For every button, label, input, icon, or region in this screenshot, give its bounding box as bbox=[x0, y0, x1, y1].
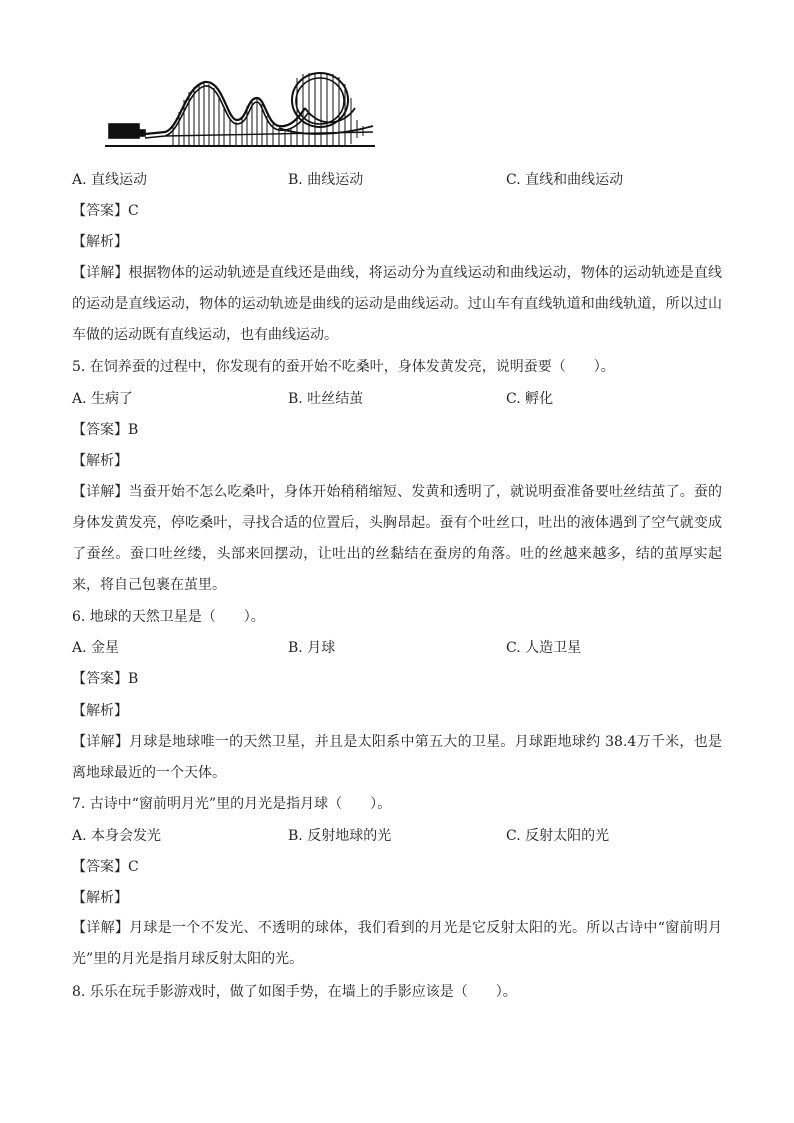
q6-answer: 【答案】B bbox=[72, 671, 139, 687]
q6-option-b: B. 月球 bbox=[288, 640, 336, 656]
q7-option-c: C. 反射太阳的光 bbox=[506, 828, 610, 844]
q4-option-a: A. 直线运动 bbox=[72, 172, 148, 188]
q4-option-c: C. 直线和曲线运动 bbox=[506, 172, 624, 188]
q4-answer: 【答案】C bbox=[72, 203, 139, 219]
q7-option-a: A. 本身会发光 bbox=[72, 828, 162, 844]
roller-coaster-figure bbox=[105, 68, 377, 152]
q7-detail: 【详解】月球是一个不发光、不透明的球体，我们看到的月光是它反射太阳的光。所以古诗中“窗前明月光”里的月光是指月球反射太阳的光。 bbox=[72, 920, 722, 967]
q6-option-c: C. 人造卫星 bbox=[506, 640, 582, 656]
q4-detail: 【详解】根据物体的运动轨迹是直线还是曲线，将运动分为直线运动和曲线运动，物体的运动轨迹是直线的运动是直线运动，物体的运动轨迹是曲线的运动是曲线运动。过山车有直线轨道和曲线轨道，所以过山车做的运动既有直线运动，也有曲线运动。 bbox=[72, 265, 722, 343]
q7-answer: 【答案】C bbox=[72, 859, 139, 875]
q5-analysis: 【解析】 bbox=[72, 453, 128, 469]
q5-question: 5. 在饲养蚕的过程中，你发现有的蚕开始不吃桑叶，身体发黄发亮，说明蚕要（ ）。 bbox=[72, 359, 615, 375]
q5-option-b: B. 吐丝结茧 bbox=[288, 391, 364, 407]
q5-detail: 【详解】当蚕开始不怎么吃桑叶，身体开始稍稍缩短、发黄和透明了，就说明蚕准备要吐丝结茧了。蚕的身体发黄发亮，停吃桑叶，寻找合适的位置后，头胸昂起。蚕有个吐丝口，吐出的液体遇到了空气就变成了蚕丝。蚕口吐丝缕，头部来回摆动，让吐出的丝黏结在蚕房的角落。吐的丝越来越多，结的茧厚实起来，将自己包裹在茧里。 bbox=[72, 484, 722, 593]
q6-option-a: A. 金星 bbox=[72, 640, 120, 656]
q6-detail: 【详解】月球是地球唯一的天然卫星，并且是太阳系中第五大的卫星。月球距地球约 38.4万千米，也是离地球最近的一个天体。 bbox=[72, 734, 722, 781]
q5-option-a: A. 生病了 bbox=[72, 391, 134, 407]
q8-question: 8. 乐乐在玩手影游戏时，做了如图手势，在墙上的手影应该是（ ）。 bbox=[72, 984, 517, 1000]
q4-analysis: 【解析】 bbox=[72, 234, 128, 250]
q7-question: 7. 古诗中“窗前明月光”里的月光是指月球（ ）。 bbox=[72, 796, 392, 812]
q7-analysis: 【解析】 bbox=[72, 890, 128, 906]
q6-analysis: 【解析】 bbox=[72, 703, 128, 719]
q5-option-c: C. 孵化 bbox=[506, 391, 554, 407]
q6-question: 6. 地球的天然卫星是（ ）。 bbox=[72, 609, 265, 625]
q4-option-b: B. 曲线运动 bbox=[288, 172, 364, 188]
q5-answer: 【答案】B bbox=[72, 422, 139, 438]
q7-option-b: B. 反射地球的光 bbox=[288, 828, 392, 844]
